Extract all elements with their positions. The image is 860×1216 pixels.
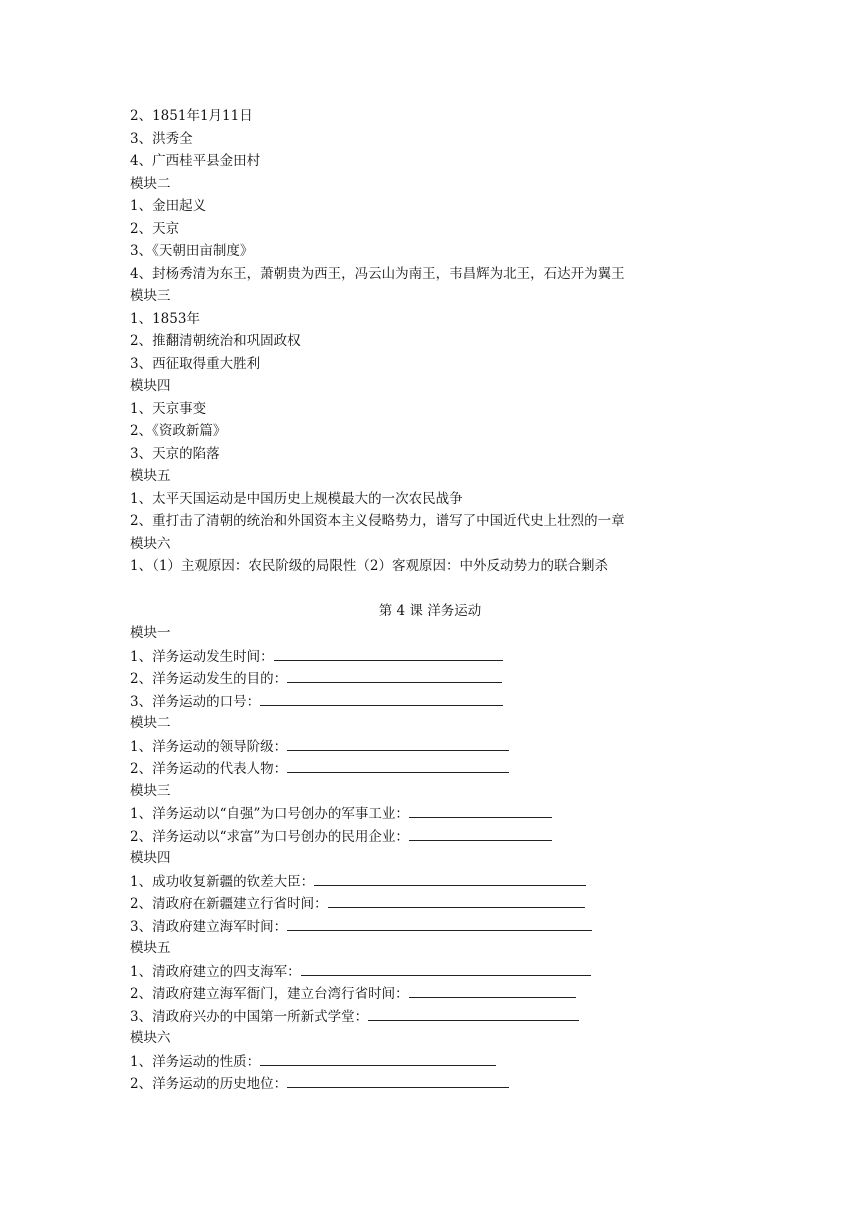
answer-line: 1、天京事变 (130, 400, 207, 417)
question-row (130, 1050, 730, 1073)
question-text: 1、成功收复新疆的钦差大臣： (130, 873, 315, 890)
answer-line: 2、1851年1月11日 (130, 108, 253, 124)
answer-line: 4、封杨秀清为东王，萧朝贵为西王，冯云山为南王，韦昌辉为北王，石达开为翼王 (130, 265, 625, 282)
answer-blank[interactable] (409, 982, 576, 998)
question-row (130, 1005, 730, 1028)
question-row (130, 667, 730, 690)
question-text: 3、洋务运动的口号： (130, 693, 261, 710)
question-text: 1、洋务运动发生时间： (130, 648, 274, 665)
answer-blank[interactable] (287, 667, 502, 683)
module-heading: 模块一 (130, 625, 171, 641)
question-row (130, 645, 730, 668)
question-text: 1、洋务运动以“自强”为口号创办的军事工业： (130, 806, 409, 822)
question-text: 1、清政府建立的四支海军： (130, 963, 301, 980)
answer-line: 1、金田起义 (130, 198, 207, 214)
answer-blank[interactable] (409, 825, 552, 841)
module-heading: 模块五 (130, 940, 171, 956)
question-row (130, 892, 730, 915)
question-row (130, 960, 730, 983)
question-text: 1、洋务运动的领导阶级： (130, 738, 288, 755)
module-heading: 模块二 (130, 715, 171, 731)
question-row (130, 802, 730, 825)
question-text: 1、洋务运动的性质： (130, 1053, 261, 1070)
question-text: 2、洋务运动以“求富”为口号创办的民用企业： (130, 828, 409, 845)
module-heading: 模块三 (130, 288, 171, 304)
question-text: 2、洋务运动的历史地位： (130, 1076, 288, 1092)
answer-line: 1、（1）主观原因：农民阶级的局限性（2）客观原因：中外反动势力的联合剿杀 (130, 558, 609, 574)
answer-line: 3、西征取得重大胜利 (130, 355, 261, 372)
module-heading: 模块六 (130, 535, 171, 552)
question-row (130, 825, 730, 848)
answer-line: 2、推翻清朝统治和巩固政权 (130, 333, 301, 349)
question-text: 2、洋务运动发生的目的： (130, 671, 288, 687)
answer-line: 1、1853年 (130, 310, 200, 327)
question-row (130, 757, 730, 780)
question-text: 2、清政府建立海军衙门，建立台湾行省时间： (130, 986, 409, 1002)
module-heading: 模块四 (130, 378, 171, 394)
answer-line: 1、太平天国运动是中国历史上规模最大的一次农民战争 (130, 490, 463, 507)
answer-line: 3、《天朝田亩制度》 (130, 243, 254, 259)
answer-blank[interactable] (260, 690, 503, 706)
answer-blank[interactable] (274, 645, 503, 661)
question-row (130, 915, 730, 938)
answer-blank[interactable] (328, 892, 585, 908)
answers-section (130, 105, 730, 578)
answer-blank[interactable] (409, 802, 552, 818)
answer-blank[interactable] (301, 960, 591, 976)
lesson-title: 第 4 课 洋务运动 (378, 602, 482, 619)
answer-blank[interactable] (314, 870, 586, 886)
answer-line: 2、重打击了清朝的统治和外国资本主义侵略势力，谱写了中国近代史上壮烈的一章 (130, 513, 625, 529)
answer-line: 3、洪秀全 (130, 130, 193, 147)
answer-blank[interactable] (260, 1050, 496, 1066)
section-gap (130, 578, 730, 600)
answer-line: 2、《资政新篇》 (130, 423, 227, 439)
module-heading: 模块二 (130, 175, 171, 192)
question-row (130, 735, 730, 758)
module-heading: 模块五 (130, 468, 171, 484)
question-row (130, 982, 730, 1005)
question-text: 3、清政府建立海军时间： (130, 918, 288, 935)
question-text: 3、清政府兴办的中国第一所新式学堂： (130, 1008, 369, 1025)
question-row (130, 870, 730, 893)
question-row (130, 1072, 730, 1095)
answer-blank[interactable] (287, 1072, 509, 1088)
question-row (130, 690, 730, 713)
answer-blank[interactable] (287, 915, 592, 931)
answer-blank[interactable] (287, 757, 509, 773)
document-page (130, 105, 730, 1095)
module-heading: 模块四 (130, 850, 171, 866)
module-heading: 模块六 (130, 1030, 171, 1046)
answer-line: 4、广西桂平县金田村 (130, 153, 261, 169)
answer-blank[interactable] (368, 1005, 579, 1021)
question-text: 2、清政府在新疆建立行省时间： (130, 896, 328, 912)
answer-line: 2、天京 (130, 220, 180, 237)
module-heading: 模块三 (130, 782, 171, 799)
answer-line: 3、天京的陷落 (130, 445, 220, 462)
question-text: 2、洋务运动的代表人物： (130, 761, 288, 777)
answer-blank[interactable] (287, 735, 509, 751)
